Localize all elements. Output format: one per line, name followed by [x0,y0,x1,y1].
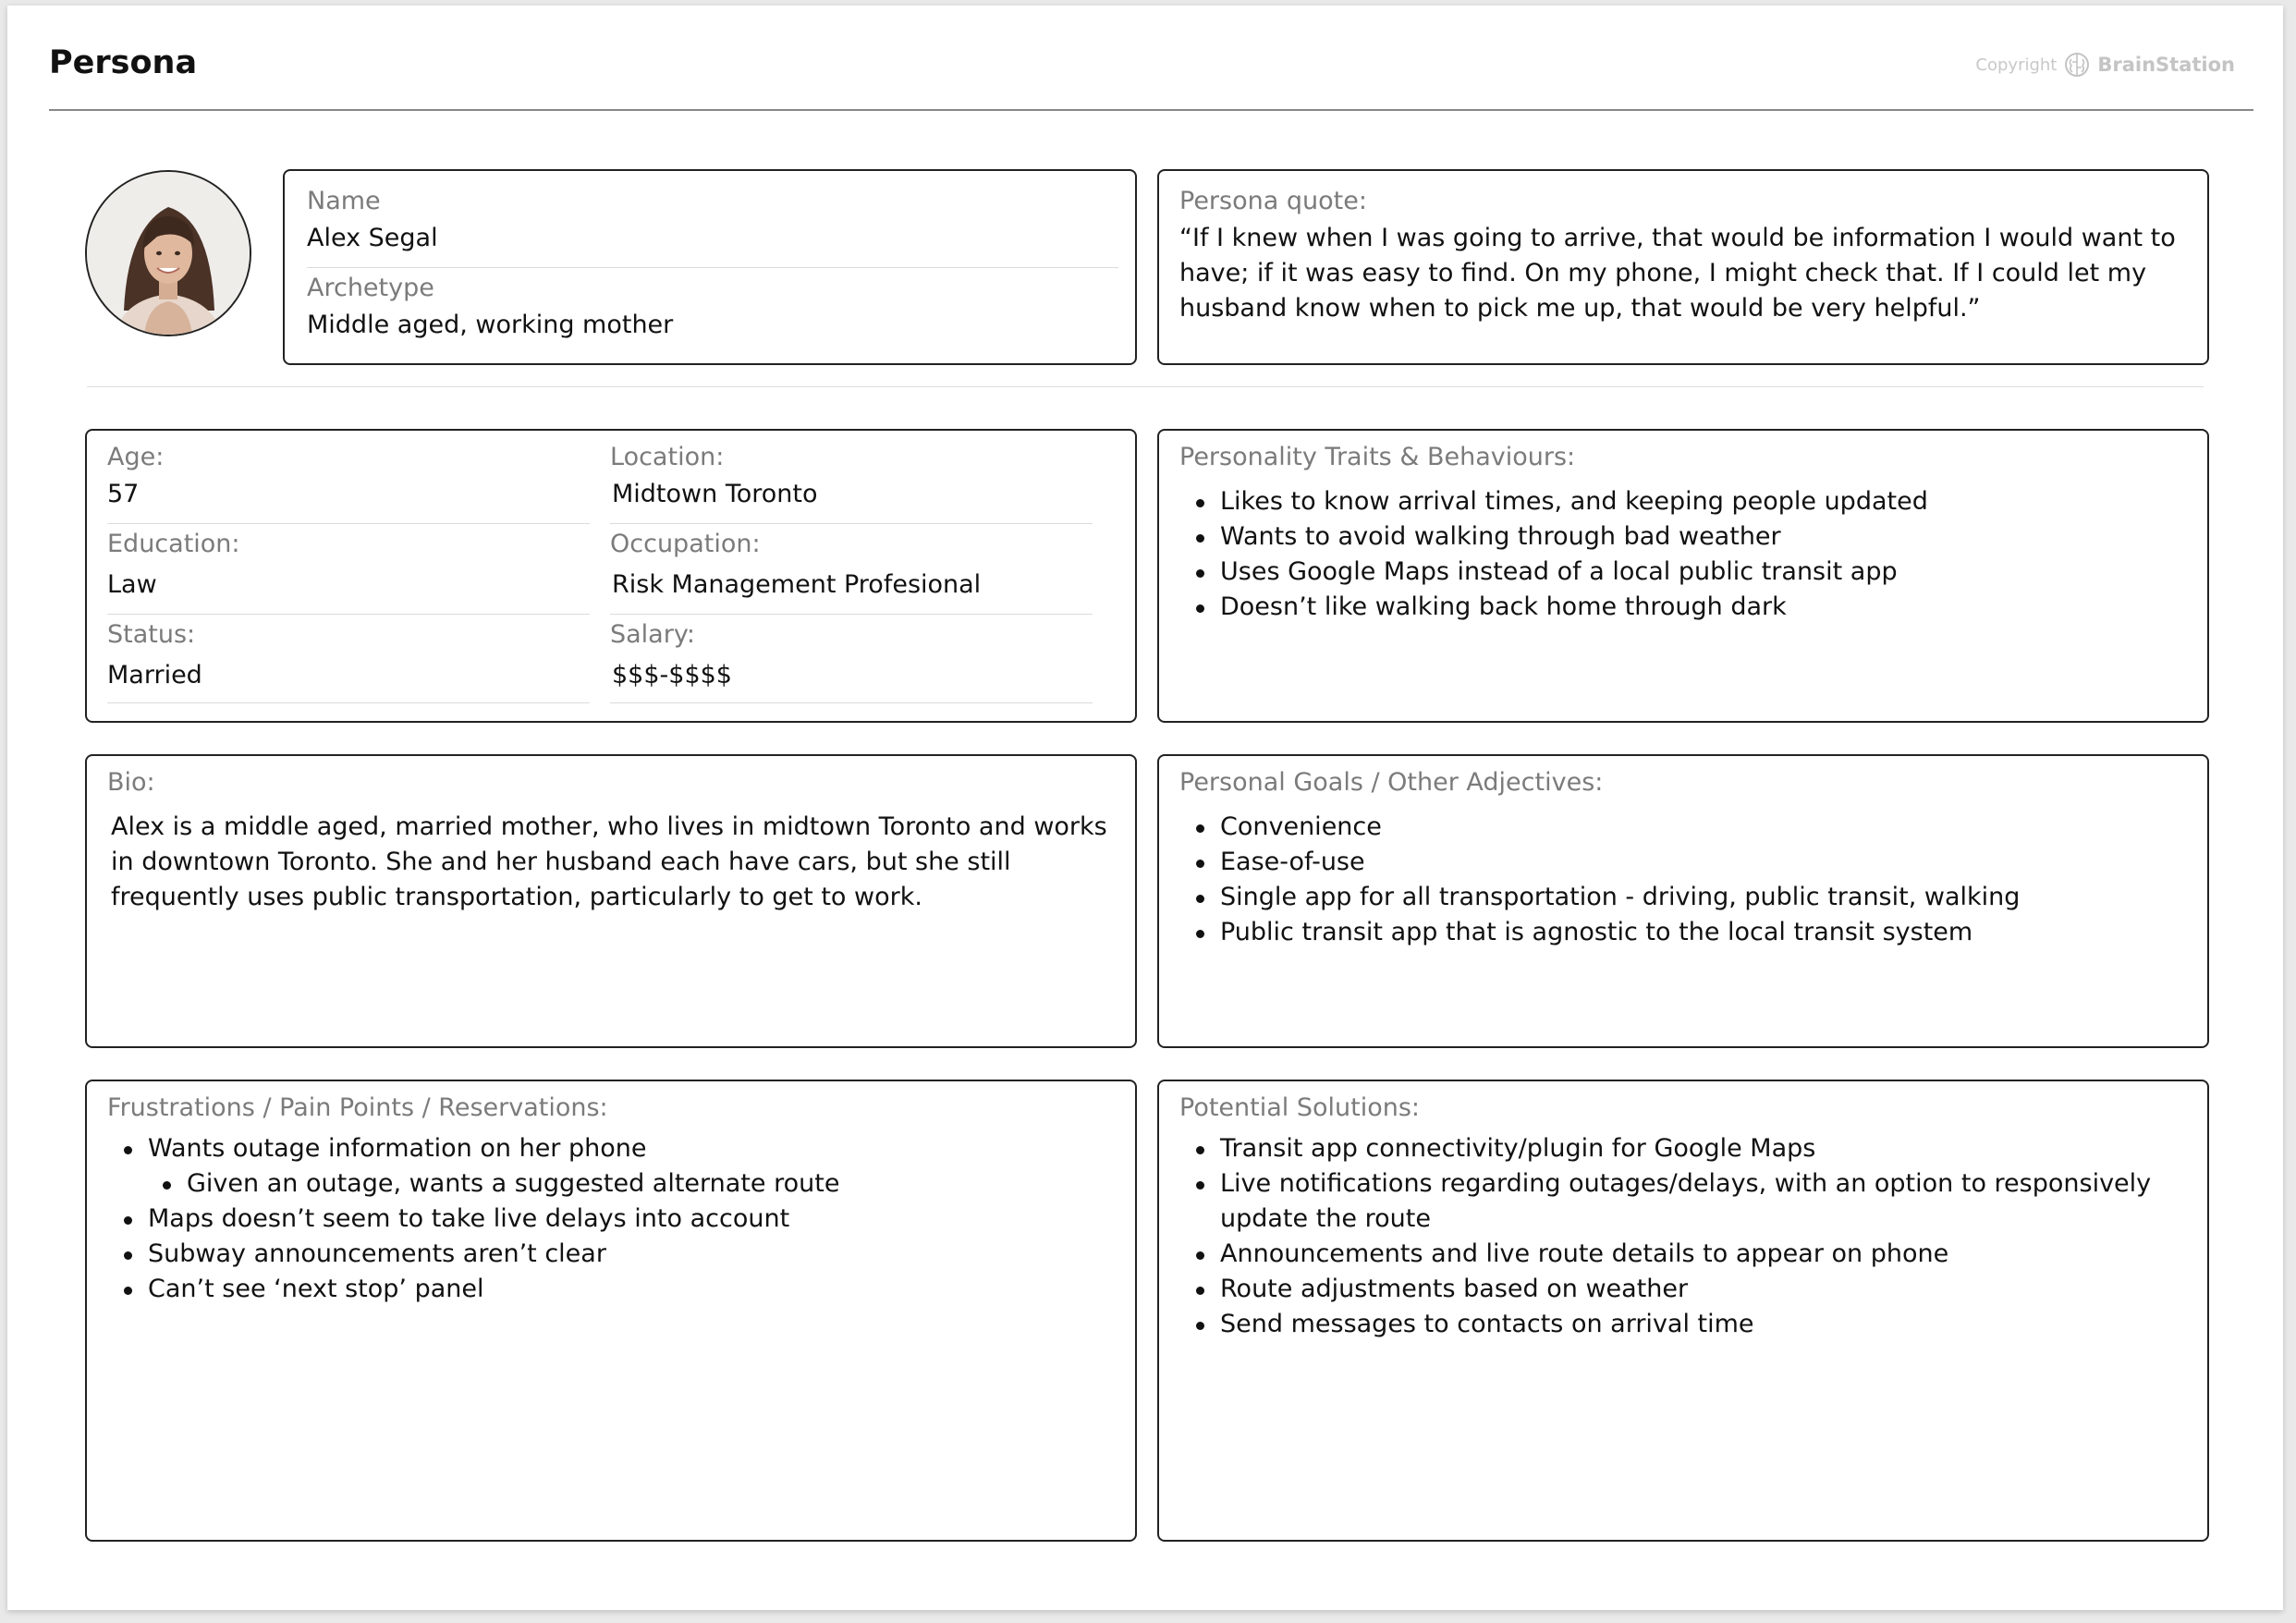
solutions-list [1179,1131,2191,1342]
bio-text: Alex is a middle aged, married mother, who lives in midtown Toronto and works in downtown Toronto. She and her husband each have cars, but she still frequently uses public transportation, particularly to get to work. [111,812,1107,911]
list-item: Wants outage information on her phone [148,1131,839,1166]
list-item: Subway announcements aren’t clear [148,1237,839,1272]
goals-card [1157,754,2209,1048]
field-divider [107,702,590,703]
brain-logo-icon [2064,52,2090,78]
list-item: Uses Google Maps instead of a local public transit app [1220,555,1928,590]
quote-text: “If I knew when I was going to arrive, that would be information I would want to have; if it was easy to find. On my phone, I might check that. If I could let my husband know when to pick me up, that would be very helpful.” [1179,224,2176,323]
traits-card [1157,429,2209,723]
section-divider [87,386,2204,387]
demographics-card [85,429,1137,723]
persona-photo [87,172,250,335]
quote-label: Persona quote: [1179,187,1367,215]
list-item: Live notifications regarding outages/delays, with an option to responsively update the route [1220,1166,2191,1237]
list-item: Doesn’t like walking back home through dark [1220,590,1928,625]
persona-page [7,6,2283,1610]
field-divider [307,267,1118,268]
location-label: Location: [610,443,725,471]
list-item: Wants to avoid walking through bad weather [1220,519,1928,555]
frustrations-label: Frustrations / Pain Points / Reservations: [107,1093,608,1122]
archetype-label: Archetype [307,274,434,302]
status-value: Married [107,661,202,689]
age-label: Age: [107,443,165,471]
identity-card [283,169,1137,365]
archetype-value: Middle aged, working mother [307,311,674,339]
copyright-brand [1975,52,2235,78]
list-item: Maps doesn’t seem to take live delays into account [148,1202,839,1237]
occupation-value: Risk Management Profesional [612,570,982,599]
quote-card [1157,169,2209,365]
education-label: Education: [107,530,240,558]
header-divider [49,109,2253,111]
avatar [85,170,251,336]
copyright-label: Copyright [1975,55,2058,75]
list-item: Ease-of-use [1220,845,2020,880]
list-item: Likes to know arrival times, and keeping people updated [1220,484,1928,519]
list-item: Public transit app that is agnostic to the local transit system [1220,915,2020,950]
age-value: 57 [107,480,140,508]
field-divider [610,702,1093,703]
field-divider [610,614,1093,615]
list-item: Send messages to contacts on arrival time [1220,1307,2191,1342]
salary-value: $$$-$$$$ [612,661,732,689]
traits-list [1179,484,1928,625]
list-item: Transit app connectivity/plugin for Google Maps [1220,1131,2191,1166]
field-divider [610,523,1093,524]
page-title: Persona [49,44,198,81]
field-divider [107,614,590,615]
list-item: Can’t see ‘next stop’ panel [148,1272,839,1307]
solutions-label: Potential Solutions: [1179,1093,1421,1122]
name-label: Name [307,187,381,215]
brand-name: BrainStation [2097,54,2235,76]
occupation-label: Occupation: [610,530,761,558]
list-item: Route adjustments based on weather [1220,1272,2191,1307]
bio-card [85,754,1137,1048]
name-value: Alex Segal [307,224,438,252]
traits-label: Personality Traits & Behaviours: [1179,443,1576,471]
salary-label: Salary: [610,620,695,649]
location-value: Midtown Toronto [612,480,818,508]
bio-label: Bio: [107,768,155,797]
list-subitem: Given an outage, wants a suggested alternate route [187,1166,839,1202]
frustrations-card [85,1080,1137,1542]
list-item: Convenience [1220,810,2020,845]
list-item: Announcements and live route details to appear on phone [1220,1237,2191,1272]
goals-label: Personal Goals / Other Adjectives: [1179,768,1604,797]
goals-list [1179,810,2020,950]
list-item: Single app for all transportation - driving, public transit, walking [1220,880,2020,915]
solutions-card [1157,1080,2209,1542]
frustrations-list [107,1131,839,1307]
status-label: Status: [107,620,196,649]
field-divider [107,523,590,524]
education-value: Law [107,570,157,599]
